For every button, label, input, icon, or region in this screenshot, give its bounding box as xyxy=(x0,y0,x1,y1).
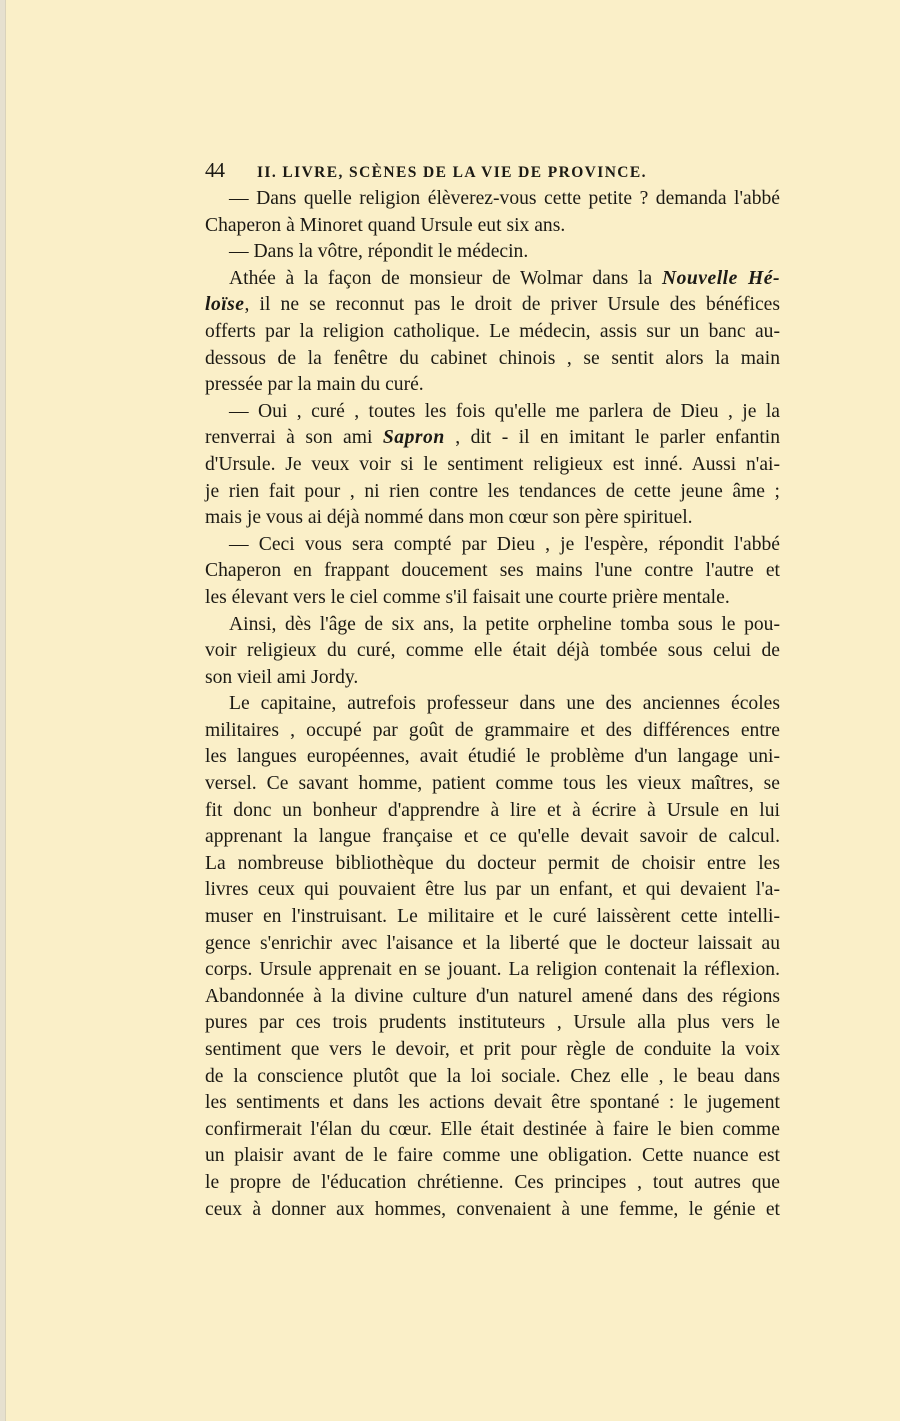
text-line: voir religieux du curé, comme elle était déjà tombée sous celui de xyxy=(205,640,780,662)
text-line: d'Ursule. Je veux voir si le sentiment religieux est inné. Aussi n'ai- xyxy=(205,453,780,475)
text-line: offerts par la religion catholique. Le médecin, assis sur un banc au- xyxy=(205,320,780,342)
text-line: mais je vous ai déjà nommé dans mon cœur son père spirituel. xyxy=(205,507,693,529)
text-line: militaires , occupé par goût de grammaire et des différences entre xyxy=(205,719,780,741)
text-line: les sentiments et dans les actions devait être spontané : le jugement xyxy=(205,1092,780,1114)
text-line: — Dans quelle religion élèverez-vous cette petite ? demanda l'abbé xyxy=(229,188,780,209)
text-line: son vieil ami Jordy. xyxy=(205,666,359,688)
text-line: de la conscience plutôt que la loi sociale. Chez elle , le beau dans xyxy=(205,1065,780,1087)
text-line: pressée par la main du curé. xyxy=(205,374,424,396)
text-line: un plaisir avant de le faire comme une obligation. Cette nuance est xyxy=(205,1145,780,1167)
text-line: Le capitaine, autrefois professeur dans une des anciennes écoles xyxy=(229,693,780,715)
text-line: — Dans la vôtre, répondit le médecin. xyxy=(229,241,529,263)
paragraph xyxy=(205,186,780,239)
text-line: — Oui , curé , toutes les fois qu'elle me parlera de Dieu , je la xyxy=(229,400,780,422)
running-header xyxy=(205,158,780,183)
text-line: ceux à donner aux hommes, convenaient à une femme, le génie et xyxy=(205,1198,780,1220)
text-line: La nombreuse bibliothèque du docteur permit de choisir entre les xyxy=(205,852,780,874)
text-line: versel. Ce savant homme, patient comme tous les vieux maîtres, se xyxy=(205,773,780,795)
text-line: gence s'enrichir avec l'aisance et la liberté que le docteur laissait au xyxy=(205,932,780,954)
text-line: dessous de la fenêtre du cabinet chinois , se sentit alors la main xyxy=(205,347,780,369)
text-line: les langues européennes, avait étudié le problème d'un langage uni- xyxy=(205,746,780,768)
text-line: confirmerait l'élan du cœur. Elle était destinée à faire le bien comme xyxy=(205,1118,780,1140)
text-line: Ainsi, dès l'âge de six ans, la petite orpheline tomba sous le pou- xyxy=(229,613,780,635)
paragraph xyxy=(205,612,780,692)
text-line: apprenant la langue française et ce qu'elle devait savoir de calcul. xyxy=(205,826,780,848)
paragraph xyxy=(205,691,780,1223)
text-line: les élevant vers le ciel comme s'il faisait une courte prière mentale. xyxy=(205,586,730,608)
text-line: Chaperon en frappant doucement ses mains l'une contre l'autre et xyxy=(205,560,780,582)
italic-title: Nouvelle Hé- xyxy=(661,267,780,289)
text-line: loïse, il ne se reconnut pas le droit de priver Ursule des bénéfices xyxy=(205,294,780,316)
italic-title: Sapron xyxy=(382,427,445,449)
italic-title: loïse xyxy=(205,294,245,316)
text-line: renverrai à son ami Sapron , dit - il en imitant le parler enfantin xyxy=(205,427,781,449)
text-line: fit donc un bonheur d'apprendre à lire et à écrire à Ursule en lui xyxy=(205,799,780,821)
text-line: Chaperon à Minoret quand Ursule eut six ans. xyxy=(205,214,566,236)
paragraph xyxy=(205,239,780,266)
text-line: corps. Ursule apprenait en se jouant. La religion contenait la réflexion. xyxy=(205,959,780,981)
text-line: je rien fait pour , ni rien contre les tendances de cette jeune âme ; xyxy=(205,480,780,502)
body-text xyxy=(205,186,780,1223)
text-line: Athée à la façon de monsieur de Wolmar dans la Nouvelle Hé- xyxy=(229,267,780,289)
text-line: le propre de l'éducation chrétienne. Ces principes , tout autres que xyxy=(205,1171,780,1193)
text-line: muser en l'instruisant. Le militaire et le curé laissèrent cette intelli- xyxy=(205,906,780,928)
paragraph xyxy=(205,532,780,612)
text-line: sentiment que vers le devoir, et prit pour règle de conduite la voix xyxy=(205,1039,780,1060)
paragraph xyxy=(205,266,780,399)
text-line: pures par ces trois prudents instituteurs , Ursule alla plus vers le xyxy=(205,1012,780,1034)
running-title: II. LIVRE, SCÈNES DE LA VIE DE PROVINCE. xyxy=(257,164,647,181)
text-line: — Ceci vous sera compté par Dieu , je l'espère, répondit l'abbé xyxy=(229,533,780,555)
text-line: Abandonnée à la divine culture d'un naturel amené dans des régions xyxy=(205,985,780,1007)
paragraph xyxy=(205,399,780,532)
text-line: livres ceux qui pouvaient être lus par un enfant, et qui devaient l'a- xyxy=(205,879,780,901)
page-number: 44 xyxy=(205,158,224,182)
